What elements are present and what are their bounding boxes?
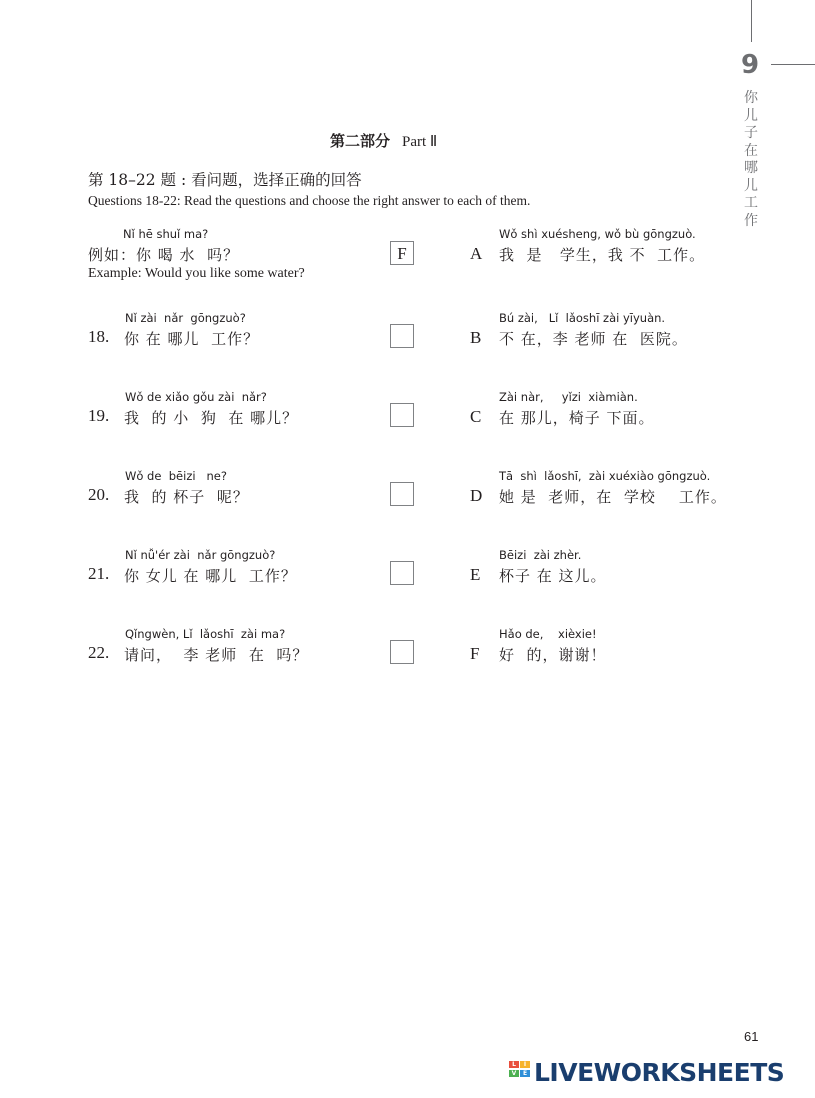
question-22-pinyin: Qǐngwèn, Lǐ lǎoshī zài ma? [125, 627, 286, 641]
logo-tile-v: V [509, 1070, 519, 1077]
instructions-zh: 第 18–22 题 : 看问题，选择正确的回答 [88, 171, 362, 189]
example-hanzi: 例如：你 喝 水 吗？ [88, 246, 240, 264]
option-a-hanzi: 我 是 学生，我 不 工作。 [499, 246, 706, 264]
logo-tile-e: E [520, 1070, 530, 1077]
liveworksheets-logo-text: LIVEWORKSHEETS [534, 1058, 785, 1087]
option-e-letter: E [470, 565, 481, 584]
question-22-hanzi: 请问， 李 老师 在 吗？ [124, 646, 309, 664]
question-19-pinyin: Wǒ de xiǎo gǒu zài nǎr? [125, 390, 267, 404]
question-18-answer-box[interactable] [390, 324, 414, 348]
section-title [330, 130, 437, 151]
question-19-answer-box[interactable] [390, 403, 414, 427]
question-21-pinyin: Nǐ nǚ'ér zài nǎr gōngzuò? [125, 548, 276, 562]
question-18-hanzi: 你 在 哪儿 工作？ [124, 330, 260, 348]
option-b-letter: B [470, 328, 482, 347]
option-a-pinyin: Wǒ shì xuésheng, wǒ bù gōngzuò. [499, 227, 696, 241]
logo-tile-l: L [509, 1061, 519, 1068]
page-number: 61 [744, 1029, 759, 1044]
logo-tile-i: I [520, 1061, 530, 1068]
option-f-letter: F [470, 644, 480, 663]
question-22-answer-box[interactable] [390, 640, 414, 664]
option-a-letter: A [470, 244, 483, 263]
question-21-number: 21. [88, 564, 110, 583]
instructions-en: Questions 18-22: Read the questions and choose the right answer to each of them. [88, 193, 531, 208]
question-20-hanzi: 我 的 杯子 呢？ [124, 488, 249, 506]
option-b-pinyin: Bú zài, Lǐ lǎoshī zài yīyuàn. [499, 311, 666, 325]
question-18-number: 18. [88, 327, 110, 346]
question-20-number: 20. [88, 485, 110, 504]
question-22-number: 22. [88, 643, 110, 662]
option-e-pinyin: Bēizi zài zhèr. [499, 548, 582, 562]
option-c-hanzi: 在 那儿，椅子 下面。 [499, 409, 655, 427]
option-d-letter: D [470, 486, 483, 505]
question-19-hanzi: 我 的 小 狗 在 哪儿？ [124, 409, 299, 427]
part-label: Part Ⅱ [402, 134, 438, 150]
question-21-answer-box[interactable] [390, 561, 414, 585]
option-f-hanzi: 好 的，谢谢！ [499, 646, 607, 664]
option-d-hanzi: 她 是 老师，在 学校 工作。 [499, 488, 727, 506]
question-20-answer-box[interactable] [390, 482, 414, 506]
lesson-tab-horizontal-line [771, 64, 815, 65]
example-translation: Example: Would you like some water? [88, 266, 305, 281]
question-20-pinyin: Wǒ de bēizi ne? [125, 469, 227, 483]
example-pinyin: Nǐ hē shuǐ ma? [123, 227, 209, 241]
option-c-letter: C [470, 407, 482, 426]
option-f-pinyin: Hǎo de, xièxie! [499, 627, 597, 641]
option-e-hanzi: 杯子 在 这儿。 [499, 567, 607, 585]
liveworksheets-logo-icon [509, 1061, 531, 1085]
question-21-hanzi: 你 女儿 在 哪儿 工作？ [124, 567, 297, 585]
example-answer-box: F [390, 241, 414, 265]
section-title-zh: 第二部分 [330, 132, 391, 150]
question-18-pinyin: Nǐ zài nǎr gōngzuò? [125, 311, 246, 325]
lesson-number: 9 [741, 50, 760, 80]
option-b-hanzi: 不 在，李 老师 在 医院。 [499, 330, 688, 348]
lesson-title: 你儿子在哪儿工作 [744, 90, 758, 229]
question-19-number: 19. [88, 406, 110, 425]
option-c-pinyin: Zài nàr, yǐzi xiàmiàn. [499, 390, 638, 404]
option-d-pinyin: Tā shì lǎoshī, zài xuéxiào gōngzuò. [499, 469, 711, 483]
lesson-tab-vertical-line [751, 0, 752, 42]
